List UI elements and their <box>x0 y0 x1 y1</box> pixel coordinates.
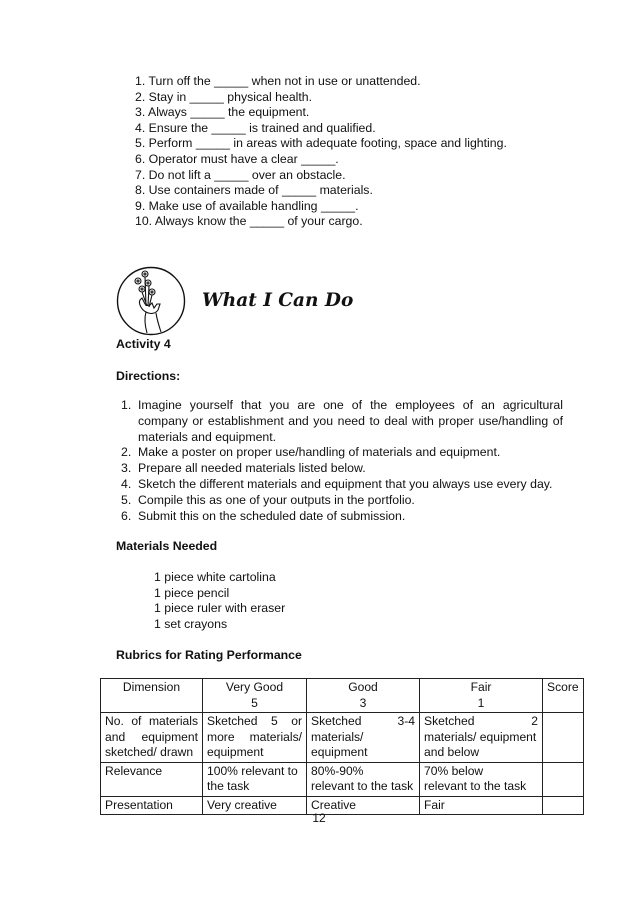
fill-in-item: 1. Turn off the _____ when not in use or unattended. <box>135 74 421 88</box>
direction-item <box>121 398 563 445</box>
fill-in-item: 3. Always _____ the equipment. <box>135 105 310 120</box>
cell-dimension: Presentation <box>101 796 203 815</box>
direction-number: 2. <box>121 445 132 460</box>
table-row <box>101 713 584 763</box>
fill-in-item: 7. Do not lift a _____ over an obstacle. <box>135 167 346 182</box>
fill-in-item: 2. Stay in _____ physical health. <box>135 89 313 104</box>
fill-in-the-blank-list <box>135 74 507 230</box>
direction-text: Submit this on the scheduled date of submission. <box>138 508 406 523</box>
header-score: Score <box>543 679 584 713</box>
direction-number: 3. <box>121 461 132 476</box>
direction-text: Prepare all needed materials listed below. <box>138 461 366 476</box>
material-item: 1 piece ruler with eraser <box>154 601 286 616</box>
fill-in-item: 8. Use containers made of _____ materials. <box>135 183 373 198</box>
activity-label: Activity 4 <box>116 337 171 351</box>
directions-list <box>121 398 563 524</box>
direction-item <box>121 509 563 525</box>
cell-good: 80%-90% relevant to the task <box>307 762 420 796</box>
direction-item <box>121 477 563 493</box>
material-item: 1 piece white cartolina <box>154 570 276 584</box>
materials-label: Materials Needed <box>116 539 218 553</box>
material-item: 1 piece pencil <box>154 585 230 600</box>
rubric-table <box>100 678 584 815</box>
cell-score[interactable] <box>543 762 584 796</box>
direction-number: 1. <box>121 398 132 412</box>
direction-item <box>121 461 563 477</box>
fill-in-item: 5. Perform _____ in areas with adequate footing, space and lighting. <box>135 136 507 151</box>
cell-fair: Sketched 2 materials/ equipment and below <box>420 713 543 763</box>
direction-text: Sketch the different materials and equipment that you always use every day. <box>138 476 553 491</box>
cell-dimension: No. of materials and equipment sketched/ drawn <box>101 713 203 763</box>
header-dimension: Dimension <box>101 679 203 713</box>
fill-in-item: 10. Always know the _____ of your cargo. <box>135 214 363 229</box>
cell-very-good: Very creative <box>203 796 307 815</box>
cell-fair: Fair <box>420 796 543 815</box>
hand-holding-flowers-icon <box>116 266 186 336</box>
section-header <box>116 266 576 338</box>
table-row <box>101 762 584 796</box>
header-good: Good 3 <box>307 679 420 713</box>
cell-very-good: 100% relevant to the task <box>203 762 307 796</box>
direction-text: Imagine yourself that you are one of the employees of an agricultural company or establishment and you need to deal with proper use/handling of materials and equipment. <box>138 398 563 444</box>
direction-item <box>121 493 563 509</box>
direction-number: 4. <box>121 476 132 491</box>
cell-very-good: Sketched 5 or more materials/ equipment <box>203 713 307 763</box>
cell-fair: 70% below relevant to the task <box>420 762 543 796</box>
rubric-header-row <box>101 679 584 713</box>
directions-label: Directions: <box>116 369 181 383</box>
material-item: 1 set crayons <box>154 616 228 631</box>
cell-good: Creative <box>307 796 420 815</box>
section-title: What I Can Do <box>202 290 354 311</box>
cell-dimension: Relevance <box>101 762 203 796</box>
page-number: 12 <box>312 811 326 825</box>
fill-in-item: 9. Make use of available handling _____. <box>135 198 359 213</box>
direction-text: Compile this as one of your outputs in the portfolio. <box>138 492 415 507</box>
header-fair: Fair 1 <box>420 679 543 713</box>
rubrics-label: Rubrics for Rating Performance <box>116 648 302 662</box>
direction-number: 5. <box>121 492 132 507</box>
fill-in-item: 4. Ensure the _____ is trained and qualified. <box>135 120 376 135</box>
direction-number: 6. <box>121 508 132 523</box>
header-very-good: Very Good 5 <box>203 679 307 713</box>
cell-good: Sketched 3-4 materials/ equipment <box>307 713 420 763</box>
materials-list <box>154 570 285 632</box>
fill-in-item: 6. Operator must have a clear _____. <box>135 151 339 166</box>
direction-item <box>121 445 563 461</box>
direction-text: Make a poster on proper use/handling of materials and equipment. <box>138 445 501 460</box>
cell-score[interactable] <box>543 713 584 763</box>
